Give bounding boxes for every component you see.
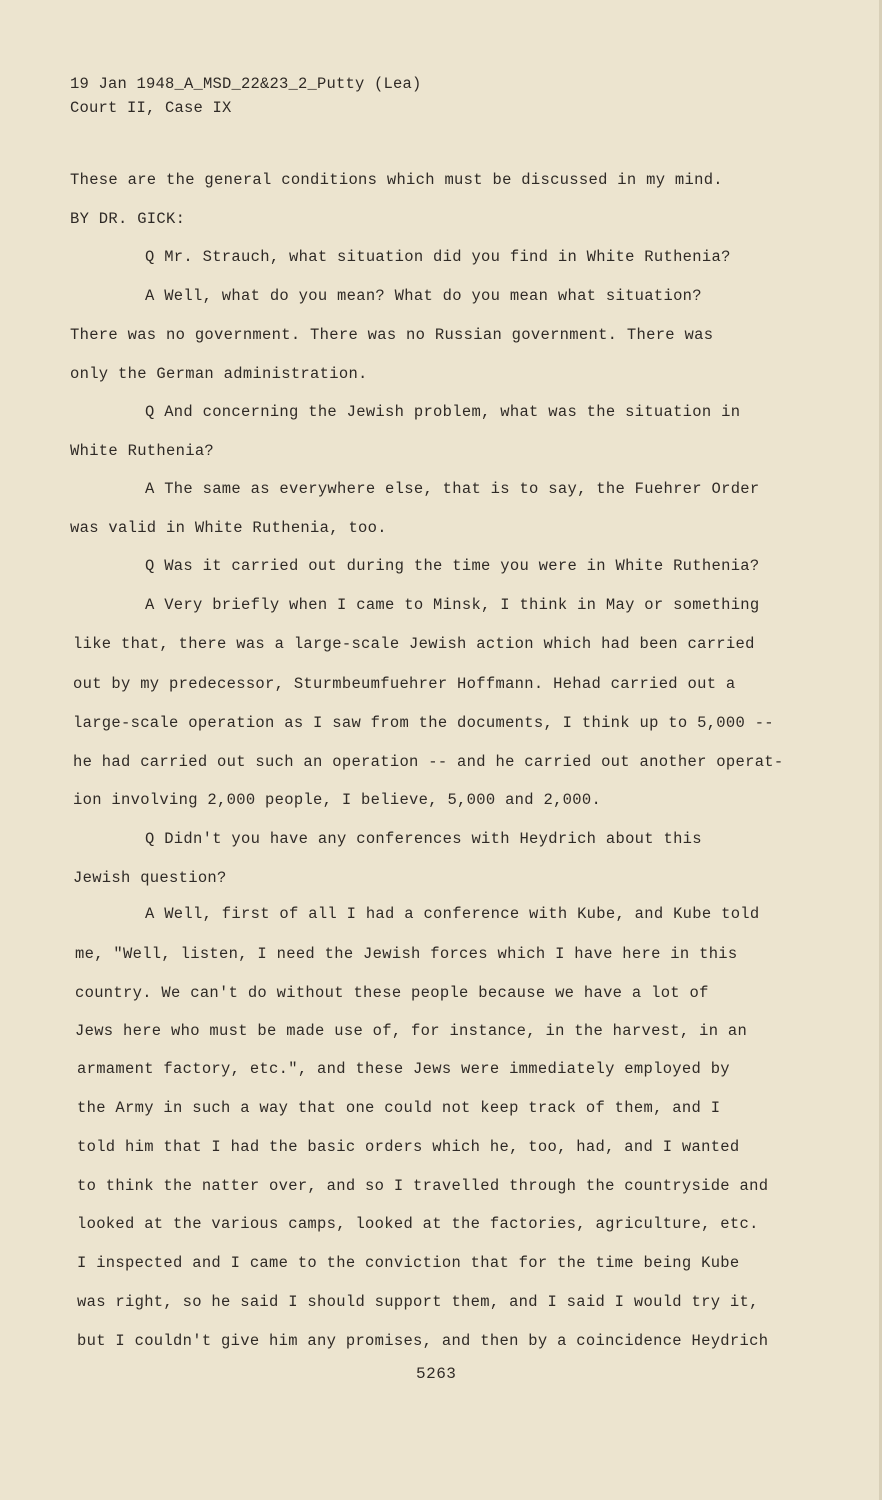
question-line: Q Didn't you have any conferences with Heydrich about this [145, 830, 702, 848]
text-line: White Ruthenia? [70, 442, 215, 460]
text-line: ion involving 2,000 people, I believe, 5,000 and 2,000. [73, 791, 602, 809]
page-number: 5263 [416, 1365, 457, 1383]
text-line: but I couldn't give him any promises, and then by a coincidence Heydrich [77, 1332, 769, 1350]
text-line: Jews here who must be made use of, for instance, in the harvest, in an [75, 1022, 748, 1040]
text-line: was valid in White Ruthenia, too. [70, 519, 387, 537]
text-line: me, "Well, listen, I need the Jewish forces which I have here in this [75, 945, 738, 963]
text-line: Jewish question? [73, 869, 227, 887]
text-line: large-scale operation as I saw from the documents, I think up to 5,000 -- [73, 714, 774, 732]
text-line: I inspected and I came to the conviction that for the time being Kube [77, 1254, 740, 1272]
answer-line: A The same as everywhere else, that is to say, the Fuehrer Order [145, 480, 760, 498]
answer-line: A Well, first of all I had a conference with Kube, and Kube told [145, 905, 760, 923]
header-reference: 19 Jan 1948_A_MSD_22&23_2_Putty (Lea) [70, 75, 422, 93]
text-line: like that, there was a large-scale Jewish action which had been carried [73, 635, 755, 653]
text-line: country. We can't do without these people because we have a lot of [75, 984, 709, 1002]
question-line: Q Mr. Strauch, what situation did you find in White Ruthenia? [145, 248, 731, 266]
text-line: the Army in such a way that one could not keep track of them, and I [77, 1099, 721, 1117]
speaker-line: BY DR. GICK: [70, 210, 186, 228]
document-header [70, 72, 422, 120]
answer-line: A Well, what do you mean? What do you mean what situation? [145, 287, 702, 305]
header-court-case: Court II, Case IX [70, 99, 232, 117]
text-line: There was no government. There was no Russian government. There was [70, 326, 714, 344]
text-line: These are the general conditions which must be discussed in my mind. [70, 171, 723, 189]
answer-line: A Very briefly when I came to Minsk, I think in May or something [145, 596, 760, 614]
text-line: out by my predecessor, Sturmbeumfuehrer Hoffmann. Hehad carried out a [73, 675, 736, 693]
text-line: only the German administration. [70, 365, 368, 383]
question-line: Q Was it carried out during the time you were in White Ruthenia? [145, 557, 760, 575]
text-line: he had carried out such an operation -- and he carried out another operat- [73, 753, 784, 771]
text-line: to think the natter over, and so I travelled through the countryside and [77, 1177, 769, 1195]
question-line: Q And concerning the Jewish problem, what was the situation in [145, 403, 741, 421]
text-line: looked at the various camps, looked at the factories, agriculture, etc. [77, 1215, 759, 1233]
text-line: was right, so he said I should support them, and I said I would try it, [77, 1293, 759, 1311]
text-line: told him that I had the basic orders which he, too, had, and I wanted [77, 1138, 740, 1156]
text-line: armament factory, etc.", and these Jews were immediately employed by [77, 1060, 730, 1078]
